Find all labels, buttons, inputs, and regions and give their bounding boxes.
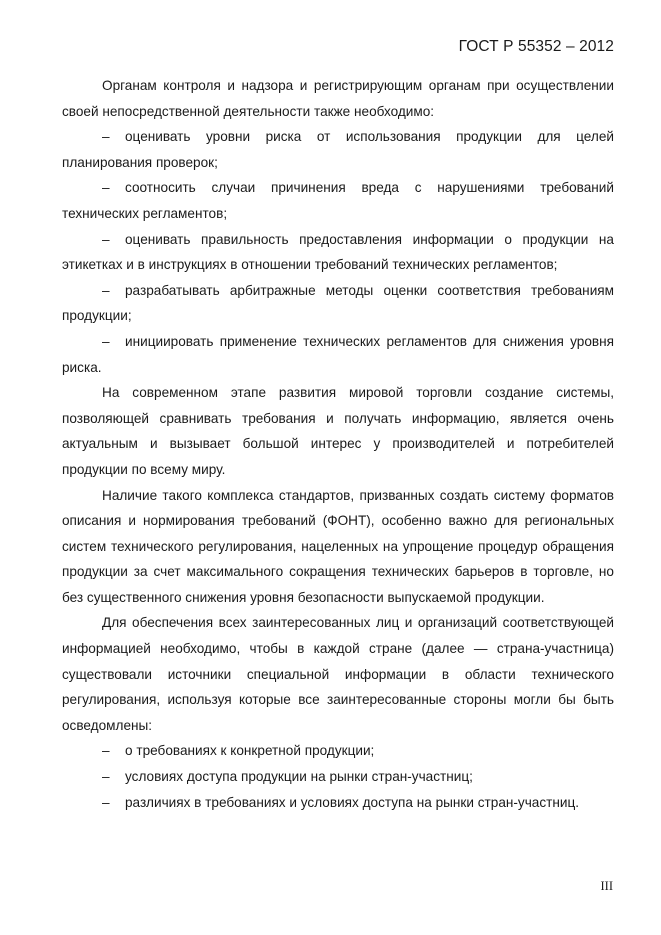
list-item-text: оценивать правильность предоставления информации о продукции на этикетках и в инструкциях в отношении требований технических регламентов; — [62, 231, 614, 273]
dash-marker: – — [102, 794, 110, 810]
list-item — [62, 227, 614, 278]
list-item — [62, 764, 614, 790]
paragraph-information: Для обеспечения всех заинтересованных лиц и организаций соответствующей информацией необходимо, чтобы в каждой стране (далее — страна-участница) существовали источники специальной информации в области технического регулирования, используя которые все заинтересованные стороны могли бы быть осведомлены: — [62, 615, 614, 733]
list-item-text: различиях в требованиях и условиях доступа на рынки стран-участниц. — [125, 794, 580, 810]
paragraph-font-standards: Наличие такого комплекса стандартов, призванных создать систему форматов описания и нормирования требований (ФОНТ), особенно важно для региональных систем технического регулирования, нацеленных на упрощение процедур обращения продукции за счет максимального сокращения технических барьеров в торговле, но без существенного снижения уровня безопасности выпускаемой продукции. — [62, 487, 614, 605]
intro-paragraph: Органам контроля и надзора и регистрирующим органам при осуществлении своей непосредственной деятельности также необходимо: — [62, 78, 614, 119]
list-item-text: инициировать применение технических регламентов для снижения уровня риска. — [62, 333, 614, 375]
dash-marker: – — [102, 333, 110, 349]
dash-marker: – — [102, 231, 110, 247]
list-item-text: условиях доступа продукции на рынки стран-участниц; — [125, 769, 473, 785]
dash-marker: – — [102, 282, 110, 298]
dash-marker: – — [102, 769, 110, 785]
list-item — [62, 278, 614, 329]
list-item — [62, 124, 614, 175]
paragraph-trade: На современном этапе развития мировой торговли создание системы, позволяющей сравнивать требования и получать информацию, является очень актуальным и вызывает большой интерес у производителей и потребителей продукции по всему миру. — [62, 385, 614, 477]
list-item — [62, 790, 614, 816]
list-item — [62, 738, 614, 764]
dash-marker: – — [102, 129, 110, 145]
document-body — [62, 73, 614, 815]
list-item-text: о требованиях к конкретной продукции; — [125, 743, 375, 759]
document-header: ГОСТ Р 55352 – 2012 — [458, 38, 614, 55]
list-item-text: разрабатывать арбитражные методы оценки соответствия требованиям продукции; — [62, 282, 614, 324]
dash-marker: – — [102, 743, 110, 759]
list-item-text: оценивать уровни риска от использования продукции для целей планирования проверок; — [62, 129, 614, 170]
list-item-text: соотносить случаи причинения вреда с нарушениями требований технических регламентов; — [62, 180, 614, 221]
page-number: III — [600, 879, 613, 893]
list-item — [62, 175, 614, 226]
dash-marker: – — [102, 180, 110, 196]
list-item — [62, 329, 614, 380]
